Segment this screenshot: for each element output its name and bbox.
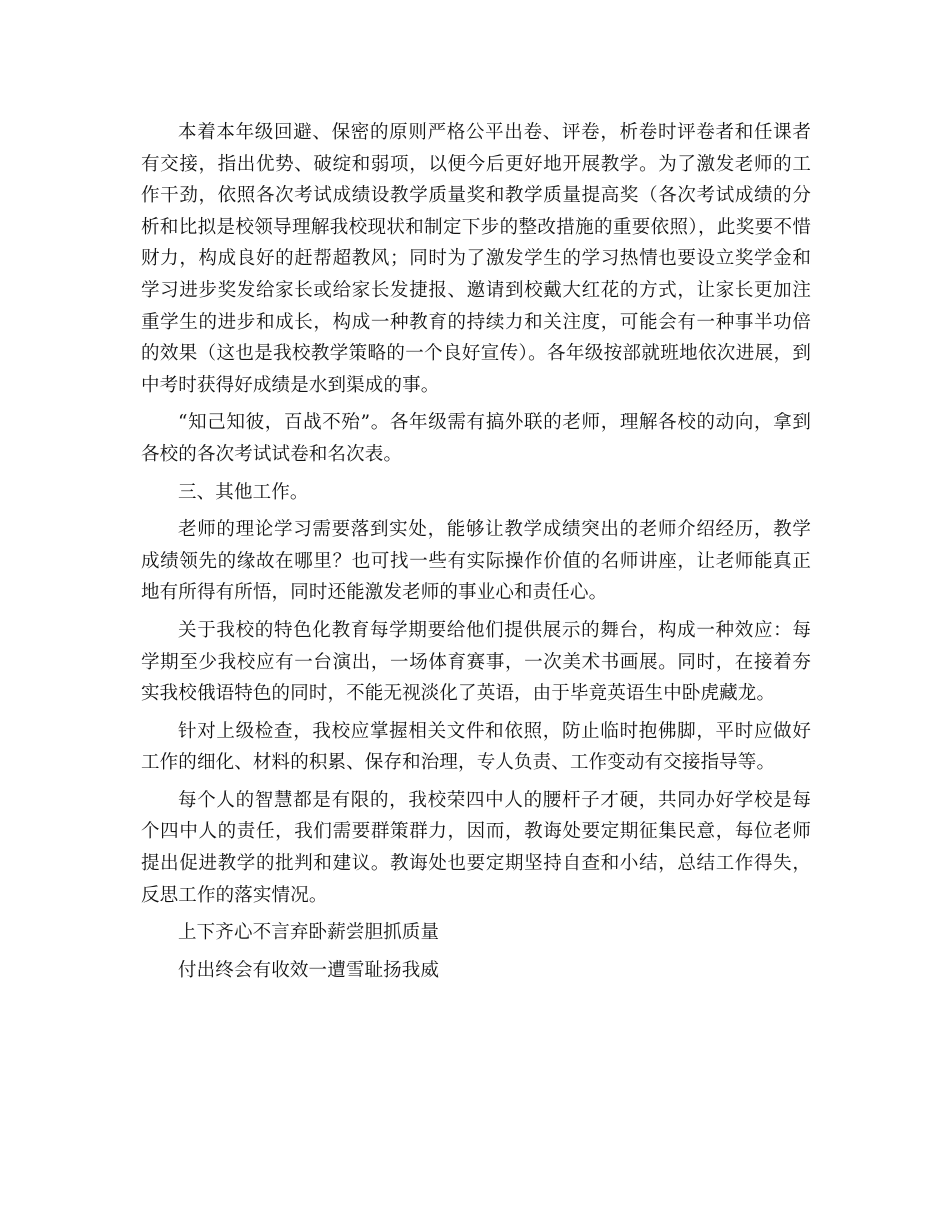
slogan-line-1: 上下齐心不言弃卧薪尝胆抓质量 [178,922,440,944]
paragraph-4: 关于我校的特色化教育每学期要给他们提供展示的舞台，构成一种效应：每学期至少我校应有一台演出，一场体育赛事，一次美术书画展。同时，在接着夯实我校俄语特色的同时，不能无视淡化了英语，由于毕竟英语生中卧虎藏龙。 [141,619,811,705]
paragraph-3: 老师的理论学习需要落到实处，能够让教学成绩突出的老师介绍经历，教学成绩领先的缘故在哪里？也可找一些有实际操作价值的名师讲座，让老师能真正地有所得有所悟，同时还能激发老师的事业心和责任心。 [141,519,811,604]
paragraph-2: “知己知彼，百战不殆”。各年级需有搞外联的老师，理解各校的动向，拿到各校的各次考试试卷和名次表。 [141,412,811,465]
document-body [141,117,811,986]
section-heading: 三、其他工作。 [178,481,309,503]
paragraph-6: 每个人的智慧都是有限的，我校荣四中人的腰杆子才硬，共同办好学校是每个四中人的责任，我们需要群策群力，因而，教诲处要定期征集民意，每位老师提出促进教学的批判和建议。教诲处也要定期坚持自查和小结，总结工作得失，反思工作的落实情况。 [141,789,811,906]
paragraph-1: 本着本年级回避、保密的原则严格公平出卷、评卷，析卷时评卷者和任课者有交接，指出优势、破绽和弱项，以便今后更好地开展教学。为了激发老师的工作干劲，依照各次考试成绩设教学质量奖和教学质量提高奖（各次考试成绩的分析和比拟是校领导理解我校现状和制定下步的整改措施的重要依照），此奖要不惜财力，构成良好的赶帮超教风；同时为了激发学生的学习热情也要设立奖学金和学习进步奖发给家长或给家长发捷报、邀请到校戴大红花的方式，让家长更加注重学生的进步和成长，构成一种教育的持续力和关注度，可能会有一种事半功倍的效果（这也是我校教学策略的一个良好宣传）。各年级按部就班地依次进展，到中考时获得好成绩是水到渠成的事。 [141,122,811,396]
slogan-line-2: 付出终会有收效一遭雪耻扬我威 [178,959,440,981]
paragraph-5: 针对上级检查，我校应掌握相关文件和依照，防止临时抱佛脚，平时应做好工作的细化、材料的积累、保存和治理，专人负责、工作变动有交接指导等。 [141,720,811,774]
